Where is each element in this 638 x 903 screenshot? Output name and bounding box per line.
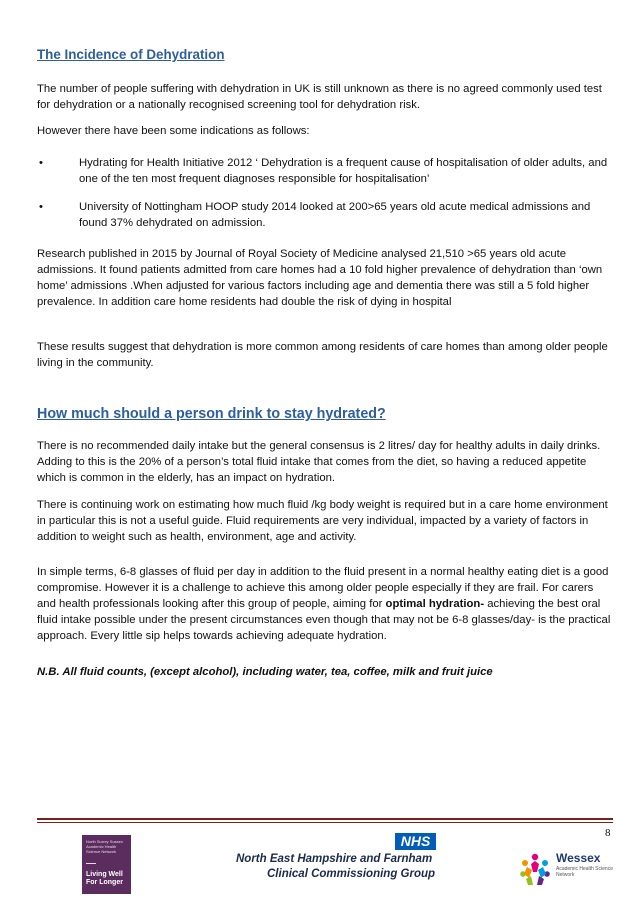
consensus-paragraph: There is no recommended daily intake but the general consensus is 2 litres/ day for healthy adults in daily drinks. Adding to this is the 20% of a person’s total fluid intake that comes from the diet, so having a reduced appetite which is common in the elderly, has an impact on hydration.: [37, 440, 601, 484]
footer-rule: [37, 818, 613, 820]
simple-terms-text-end: achieving the best oral fluid intake possible under the present circumstances even though that may not be 6-8 glasses/day- is the practical approach. Every little sip helps towards achieving adequate hydration.: [37, 598, 611, 642]
nb-note: N.B. All fluid counts, (except alcohol), including water, tea, coffee, milk and fruit juice: [37, 666, 493, 678]
body-weight-paragraph: There is continuing work on estimating how much fluid /kg body weight is required but in a care home environment in particular this is not a useful guide. Fluid requirements are very individual, impacted by a variety of factors in addition to weight such as health, environment, age and activity.: [37, 499, 608, 543]
living-well-logo-network: North Surrey Sussex Academic Health Science Network: [86, 839, 123, 854]
conclusion-paragraph: These results suggest that dehydration is more common among residents of care homes than among older people living in the community.: [37, 341, 608, 369]
living-well-logo: [82, 835, 131, 894]
ccg-name-line2: Clinical Commissioning Group: [267, 868, 436, 880]
intro-paragraph: The number of people suffering with dehydration in UK is still unknown as there is no agreed commonly used test for dehydration or a nationally recognised screening tool for dehydration risk.: [37, 83, 602, 111]
indications-lead: However there have been some indications as follows:: [37, 125, 310, 137]
bullet-dot: •: [39, 201, 43, 213]
simple-terms-text: In simple terms, 6-8 glasses of fluid per day in addition to the fluid present in a normal healthy eating diet is a good compromise. However it is a challenge to achieve this among older people especially if they are frail. For carers and health professionals looking after this group of people, aiming for: [37, 566, 609, 610]
footer-rule-thin: [37, 822, 613, 823]
wessex-logo-title: Wessex: [556, 851, 601, 865]
page-number: 8: [605, 827, 611, 839]
living-well-logo-title: Living Well For Longer: [86, 871, 123, 886]
bullet-dot: •: [39, 157, 43, 169]
heading-how-much-drink: How much should a person drink to stay hydrated?: [37, 406, 386, 422]
logo-divider: [86, 863, 96, 864]
bullet-text: University of Nottingham HOOP study 2014 looked at 200>65 years old acute medical admissions and found 37% dehydrated on admission.: [79, 201, 591, 229]
optimal-hydration-term: optimal hydration-: [385, 598, 485, 610]
wessex-people-icon: [519, 852, 551, 888]
nhs-logo: NHS: [395, 833, 436, 850]
heading-incidence-of-dehydration: The Incidence of Dehydration: [37, 47, 225, 62]
research-paragraph: Research published in 2015 by Journal of Royal Society of Medicine analysed 21,510 >65 years old acute admissions. It found patients admitted from care homes had a 10 fold higher prevalence of dehydration than ‘own home’ admissions .When adjusted for various factors including age and dementia there was still a 5 fold higher prevalence. In addition care home residents had double the risk of dying in hospital: [37, 248, 603, 308]
wessex-logo-subtitle: Academic Health Science Network: [556, 866, 613, 878]
bullet-text: Hydrating for Health Initiative 2012 ‘ Dehydration is a frequent cause of hospitalisation of older adults, and one of the ten most frequent diagnoses responsible for hospitalisation’: [79, 157, 608, 185]
simple-terms-paragraph: [37, 564, 615, 644]
ccg-name-line1: North East Hampshire and Farnham: [236, 853, 433, 865]
